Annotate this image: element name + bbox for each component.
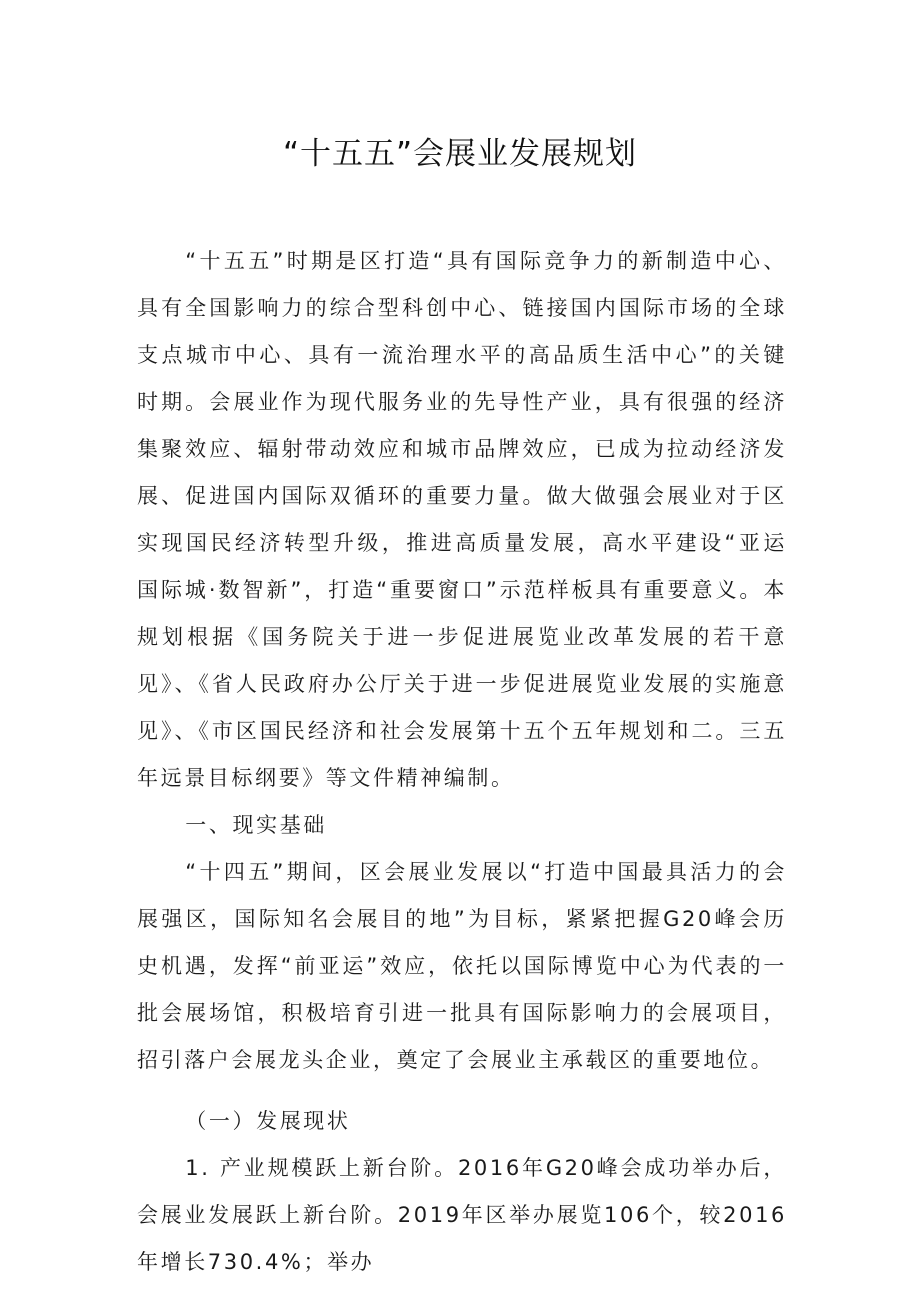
document-body (137, 238, 787, 1286)
document-title: “十五五”会展业发展规划 (282, 136, 638, 172)
section-heading-foundation: 一、现实基础 (185, 813, 327, 837)
status-paragraph: 1. 产业规模跃上新台阶。2016年G20峰会成功举办后，会展业发展跃上新台阶。2019年区举办展览106个，较2016年增长730.4%；举办 (137, 1156, 787, 1274)
foundation-paragraph: “十四五”期间，区会展业发展以“打造中国最具活力的会展强区，国际知名会展目的地”为目标，紧紧把握G20峰会历史机遇，发挥“前亚运”效应，依托以国际博览中心为代表的一批会展场馆，积极培育引进一批具有国际影响力的会展项目，招引落户会展龙头企业，奠定了会展业主承载区的重要地位。 (137, 860, 787, 1072)
subsection-heading-status: （一）发展现状 (185, 1109, 351, 1133)
intro-paragraph: “十五五”时期是区打造“具有国际竞争力的新制造中心、具有全国影响力的综合型科创中心、链接国内国际市场的全球支点城市中心、具有一流治理水平的高品质生活中心”的关键时期。会展业作为现代服务业的先导性产业，具有很强的经济集聚效应、辐射带动效应和城市品牌效应，已成为拉动经济发展、促进国内国际双循环的重要力量。做大做强会展业对于区实现国民经济转型升级，推进高质量发展，高水平建设“亚运国际城·数智新”，打造“重要窗口”示范样板具有重要意义。本规划根据《国务院关于进一步促进展览业改革发展的若干意见》、《省人民政府办公厅关于进一步促进展览业发展的实施意见》、《市区国民经济和社会发展第十五个五年规划和二。三五年远景目标纲要》等文件精神编制。 (137, 249, 787, 790)
